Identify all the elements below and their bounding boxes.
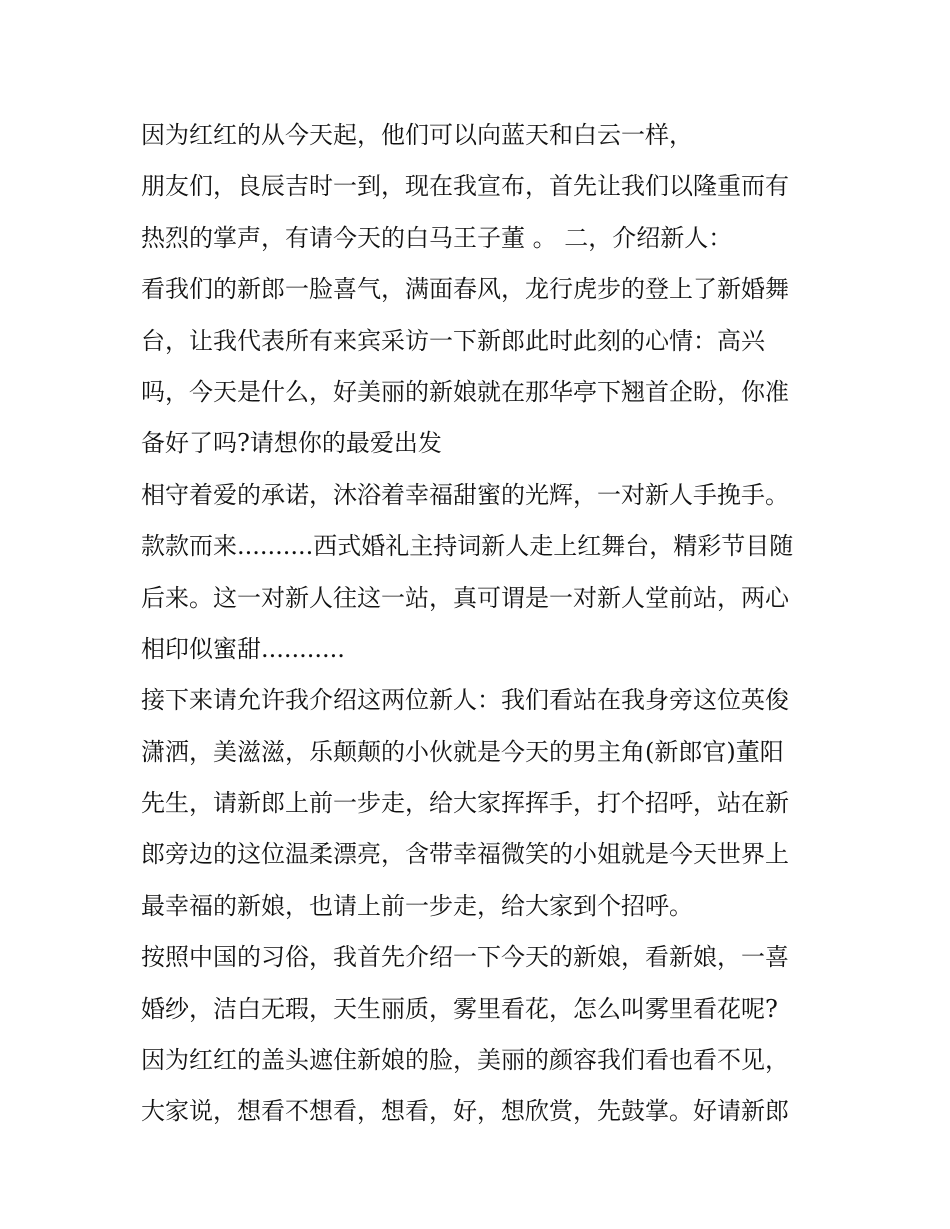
text-line: 郎旁边的这位温柔漂亮，含带幸福微笑的小姐就是今天世界上 bbox=[141, 840, 789, 869]
text-line: 先生，请新郎上前一步走，给大家挥挥手，打个招呼，站在新 bbox=[141, 789, 789, 818]
text-line: 大家说，想看不想看，想看，好，想欣赏，先鼓掌。好请新郎 bbox=[141, 1097, 789, 1126]
text-line: 因为红红的从今天起，他们可以向蓝天和白云一样， bbox=[141, 121, 693, 149]
text-line: 后来。这一对新人往这一站，真可谓是一对新人堂前站，两心 bbox=[141, 583, 789, 612]
text-line: 最幸福的新娘，也请上前一步走，给大家到个招呼。 bbox=[141, 891, 693, 920]
text-line: 朋友们，良辰吉时一到，现在我宣布，首先让我们以隆重而有 bbox=[141, 172, 789, 201]
body-text bbox=[141, 110, 821, 1138]
text-line: 因为红红的盖头遮住新娘的脸，美丽的颜容我们看也看不见， bbox=[141, 1046, 789, 1075]
text-line: 接下来请允许我介绍这两位新人：我们看站在我身旁这位英俊 bbox=[141, 686, 789, 715]
text-line: 备好了吗?请想你的最爱出发 bbox=[141, 429, 442, 458]
text-line: 相印似蜜甜........... bbox=[141, 634, 345, 663]
text-line: 潇洒，美滋滋，乐颠颠的小伙就是今天的男主角(新郎官)董阳 bbox=[141, 737, 784, 766]
text-line: 款款而来..........西式婚礼主持词新人走上红舞台，精彩节目随 bbox=[141, 532, 794, 561]
text-line: 婚纱，洁白无瑕，天生丽质，雾里看花，怎么叫雾里看花呢? bbox=[141, 994, 778, 1023]
text-line: 台，让我代表所有来宾采访一下新郎此时此刻的心情：高兴 bbox=[141, 326, 765, 355]
text-line: 热烈的掌声，有请今天的白马王子董 。 二，介绍新人： bbox=[141, 223, 733, 252]
text-line: 相守着爱的承诺，沐浴着幸福甜蜜的光辉，一对新人手挽手。 bbox=[141, 480, 789, 509]
text-line: 吗，今天是什么，好美丽的新娘就在那华亭下翘首企盼，你准 bbox=[141, 377, 789, 406]
text-line: 按照中国的习俗，我首先介绍一下今天的新娘，看新娘，一喜 bbox=[141, 943, 789, 972]
text-line: 看我们的新郎一脸喜气，满面春风，龙行虎步的登上了新婚舞 bbox=[141, 275, 789, 304]
